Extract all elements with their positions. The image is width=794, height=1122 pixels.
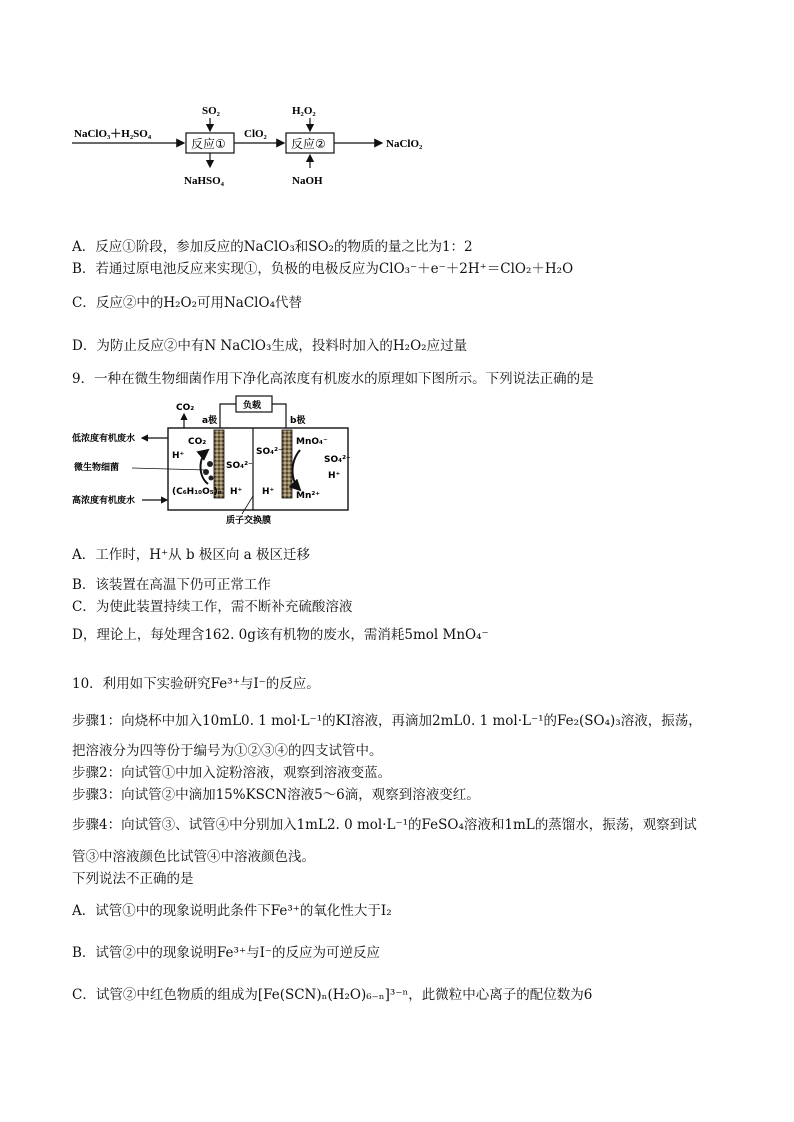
load-label: 负载: [243, 401, 262, 411]
co2-top-label: CO₂: [176, 403, 195, 413]
q10-step1-line2: 把溶液分为四等份于编号为①②③④的四支试管中。: [72, 743, 383, 759]
q10-step4-line1: 步骤4：向试管③、试管④中分别加入1mL2. 0 mol·L⁻¹的FeSO₄溶液和1mL的蒸馏水，振荡，观察到试: [72, 817, 697, 833]
h-a-label: H⁺: [230, 487, 243, 497]
q10-step3: 步骤3：向试管②中滴加15%KSCN溶液5～6滴，观察到溶液变红。: [72, 787, 480, 803]
clo2-label: ClO₂: [244, 128, 267, 140]
mn2-label: Mn²⁺: [296, 491, 321, 501]
flow-output-label: NaClO₂: [386, 138, 423, 150]
q9-stem: 9．一种在微生物细菌作用下净化高浓度有机废水的原理如下图所示。下列说法正确的是: [72, 371, 594, 387]
q8-option-c: C．反应②中的H₂O₂可用NaClO₄代替: [72, 295, 302, 311]
q8-option-b: B．若通过原电池反应来实现①，负极的电极反应为ClO₃⁻＋e⁻＋2H⁺＝ClO₂＋H₂O: [72, 261, 574, 277]
organic-label: (C₆H₁₀O₅)ₙ: [172, 487, 222, 497]
so4-right-label: SO₄²⁻: [324, 455, 351, 465]
low-water-label: 低浓度有机废水: [72, 434, 136, 444]
reaction-1-label: 反应①: [191, 137, 226, 151]
q10-step1-line1: 步骤1：向烧杯中加入10mL0. 1 mol·L⁻¹的KI溶液，再滴加2mL0. 1 mol·L⁻¹的Fe₂(SO₄)₃溶液，振荡，: [72, 713, 702, 729]
b-pole-label: b极: [290, 416, 306, 426]
so4-a-label: SO₄²⁻: [226, 461, 253, 471]
q10-question: 下列说法不正确的是: [72, 871, 194, 887]
nahso4-label: NaHSO₄: [184, 175, 224, 187]
h-right-label: H⁺: [328, 471, 341, 481]
q8-option-a: A．反应①阶段，参加反应的NaClO₃和SO₂的物质的量之比为1：2: [72, 239, 473, 255]
co2-inside-label: CO₂: [188, 437, 207, 447]
wire-left: [220, 404, 236, 430]
q9-option-c: C．为使此装置持续工作，需不断补充硫酸溶液: [72, 599, 353, 615]
q8-option-d: D．为防止反应②中有N NaClO₃生成，投料时加入的H₂O₂应过量: [72, 338, 468, 354]
so2-label: SO₂: [202, 105, 220, 117]
electrode-b: [282, 430, 292, 498]
membrane-label: 质子交换膜: [226, 516, 272, 526]
h-left-label: H⁺: [172, 451, 185, 461]
high-water-label: 高浓度有机废水: [72, 496, 136, 506]
q10-option-c: C．试管②中红色物质的组成为[Fe(SCN)ₙ(H₂O)₆₋ₙ]³⁻ⁿ，此微粒中心离子的配位数为6: [72, 987, 593, 1003]
bacteria-cluster: [207, 461, 213, 467]
q10-option-a: A．试管①中的现象说明此条件下Fe³⁺的氧化性大于I₂: [72, 903, 392, 919]
reaction-2-label: 反应②: [291, 137, 326, 151]
wire-right: [272, 404, 286, 430]
so4-mid-label: SO₄²⁻: [256, 447, 283, 457]
mno4-label: MnO₄⁻: [296, 437, 328, 447]
h-mid-label: H⁺: [262, 487, 275, 497]
q10-option-b: B．试管②中的现象说明Fe³⁺与I⁻的反应为可逆反应: [72, 945, 381, 961]
flow-input-label: NaClO₃＋H₂SO₄: [74, 128, 152, 140]
bacteria-label: 微生物细菌: [74, 463, 120, 473]
naoh-label: NaOH: [292, 175, 323, 187]
reaction-flow-diagram: [70, 100, 450, 192]
q10-step4-line2: 管③中溶液颜色比试管④中溶液颜色浅。: [72, 849, 315, 865]
q9-option-b: B．该装置在高温下仍可正常工作: [72, 577, 271, 593]
h2o2-label: H₂O₂: [292, 105, 316, 117]
microbial-cell-diagram: [70, 392, 360, 526]
q9-option-d: D，理论上，每处理含162. 0g该有机物的废水，需消耗5mol MnO₄⁻: [72, 627, 489, 643]
q9-option-a: A．工作时，H⁺从 b 极区向 a 极区迁移: [72, 547, 311, 563]
q10-step2: 步骤2：向试管①中加入淀粉溶液，观察到溶液变蓝。: [72, 765, 392, 781]
q10-stem: 10．利用如下实验研究Fe³⁺与I⁻的反应。: [72, 676, 320, 692]
a-pole-label: a极: [202, 416, 218, 426]
